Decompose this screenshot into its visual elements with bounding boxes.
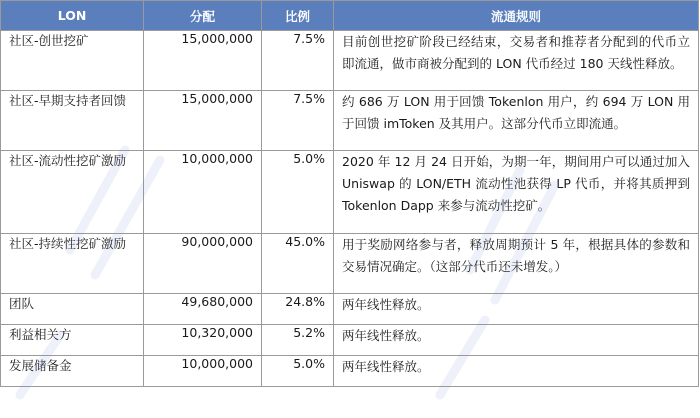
row-name: 发展储备金 bbox=[1, 356, 144, 387]
row-rule: 两年线性释放。 bbox=[334, 325, 699, 356]
row-name: 社区-早期支持者回馈 bbox=[1, 91, 144, 151]
row-ratio: 5.0% bbox=[262, 151, 334, 234]
row-rule: 两年线性释放。 bbox=[334, 356, 699, 387]
row-amount: 10,000,000 bbox=[144, 151, 262, 234]
row-name: 社区-创世挖矿 bbox=[1, 31, 144, 91]
table-row bbox=[1, 234, 699, 294]
row-ratio: 5.2% bbox=[262, 325, 334, 356]
row-amount: 15,000,000 bbox=[144, 31, 262, 91]
table-row bbox=[1, 294, 699, 325]
table-row bbox=[1, 151, 699, 234]
table-row bbox=[1, 91, 699, 151]
row-ratio: 7.5% bbox=[262, 31, 334, 91]
table-row bbox=[1, 31, 699, 91]
header-circulation-rule: 流通规则 bbox=[334, 1, 699, 31]
row-name: 社区-持续性挖矿激励 bbox=[1, 234, 144, 294]
row-rule: 目前创世挖矿阶段已经结束，交易者和推荐者分配到的代币立即流通，做市商被分配到的 LON 代币经过 180 天线性释放。 bbox=[334, 31, 699, 91]
row-amount: 10,320,000 bbox=[144, 325, 262, 356]
row-ratio: 45.0% bbox=[262, 234, 334, 294]
row-rule: 用于奖励网络参与者，释放周期预计 5 年，根据具体的参数和交易情况确定。（这部分代币还未增发。） bbox=[334, 234, 699, 294]
table-row bbox=[1, 325, 699, 356]
row-amount: 49,680,000 bbox=[144, 294, 262, 325]
row-name: 利益相关方 bbox=[1, 325, 144, 356]
header-allocation: 分配 bbox=[144, 1, 262, 31]
row-rule: 约 686 万 LON 用于回馈 Tokenlon 用户，约 694 万 LON 用于回馈 imToken 及其用户。这部分代币立即流通。 bbox=[334, 91, 699, 151]
row-ratio: 7.5% bbox=[262, 91, 334, 151]
row-rule: 2020 年 12 月 24 日开始，为期一年，期间用户可以通过加入 Uniswap 的 LON/ETH 流动性池获得 LP 代币，并将其质押到 Tokenlon Dapp 来参与流动性挖矿。 bbox=[334, 151, 699, 234]
row-ratio: 24.8% bbox=[262, 294, 334, 325]
row-amount: 10,000,000 bbox=[144, 356, 262, 387]
table-header-row bbox=[1, 1, 699, 31]
row-amount: 15,000,000 bbox=[144, 91, 262, 151]
row-name: 社区-流动性挖矿激励 bbox=[1, 151, 144, 234]
row-ratio: 5.0% bbox=[262, 356, 334, 387]
row-name: 团队 bbox=[1, 294, 144, 325]
row-amount: 90,000,000 bbox=[144, 234, 262, 294]
table-row bbox=[1, 356, 699, 387]
header-lon: LON bbox=[1, 1, 144, 31]
header-ratio: 比例 bbox=[262, 1, 334, 31]
row-rule: 两年线性释放。 bbox=[334, 294, 699, 325]
